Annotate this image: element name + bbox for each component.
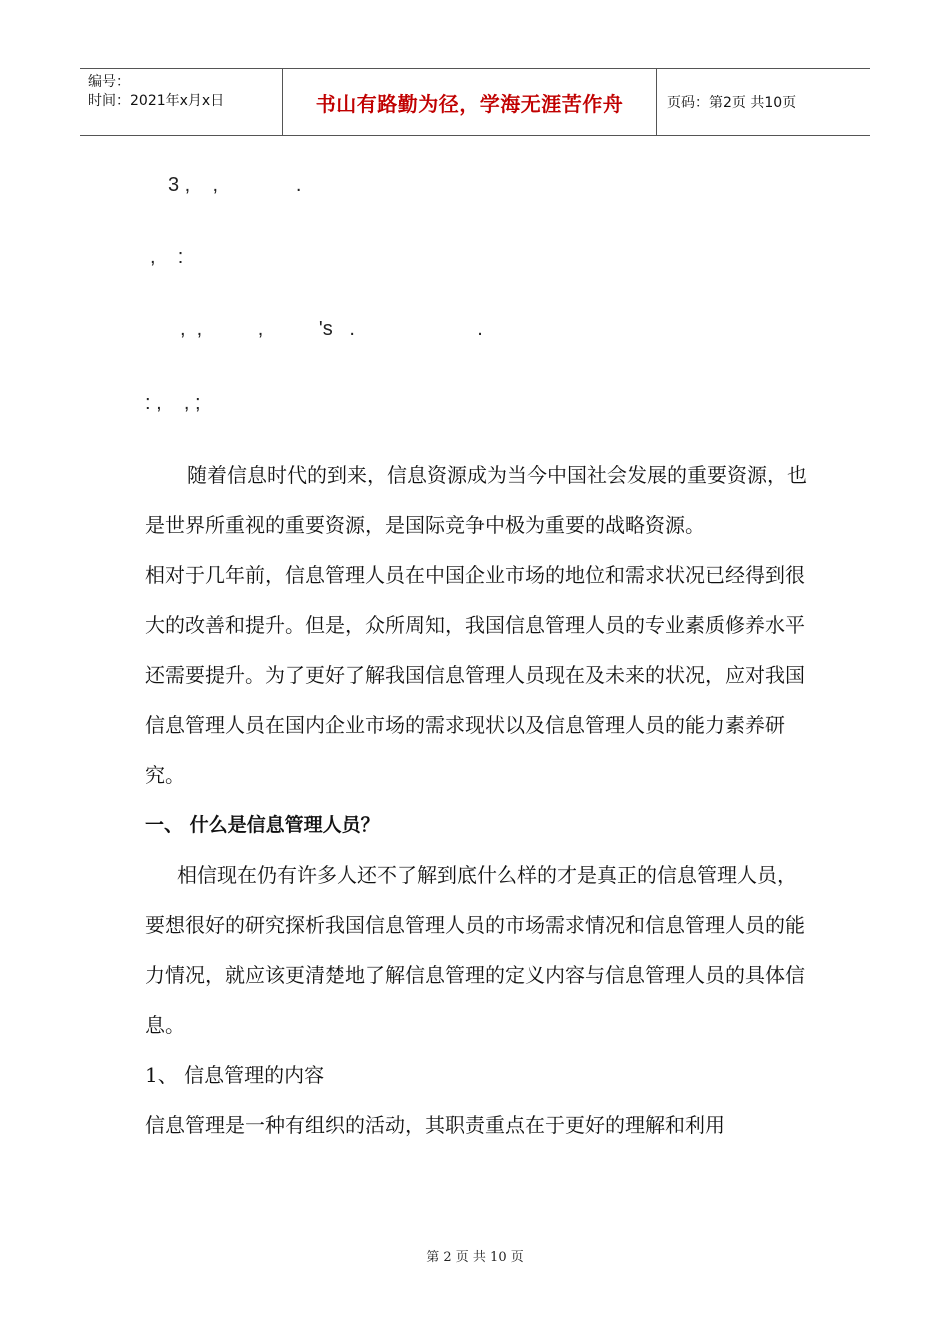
- serial-number-label: 编号：: [88, 74, 130, 90]
- time-label: 时间：2021年x月x日: [88, 93, 225, 109]
- paragraph-definition: 相信现在仍有许多人还不了解到底什么样的才是真正的信息管理人员，要想很好的研究探析我国信息管理人员的市场需求情况和信息管理人员的能力情况，就应该更清楚地了解信息管理的定义内容与信息管理人员的具体信息。: [145, 863, 805, 1037]
- paragraph-status: 相对于几年前，信息管理人员在中国企业市场的地位和需求状况已经得到很大的改善和提升。但是，众所周知，我国信息管理人员的专业素质修养水平还需要提升。为了更好了解我国信息管理人员现在及未来的状况，应对我国信息管理人员在国内企业市场的需求现状以及信息管理人员的能力素养研究。: [145, 563, 805, 787]
- section-heading-1: 一、 什么是信息管理人员？: [145, 814, 380, 836]
- paragraph-content: 信息管理是一种有组织的活动，其职责重点在于更好的理解和利用: [145, 1113, 725, 1137]
- text-fragment-4: : , , ;: [145, 392, 201, 414]
- subsection-heading-1: 1、 信息管理的内容: [145, 1063, 325, 1087]
- text-fragment-1: 3 , , .: [168, 174, 302, 196]
- text-fragment-2: , :: [150, 246, 184, 268]
- document-body: [145, 450, 815, 1150]
- header-motto-cell: [282, 69, 657, 135]
- paragraph-intro: 随着信息时代的到来，信息资源成为当今中国社会发展的重要资源，也是世界所重视的重要资源，是国际竞争中极为重要的战略资源。: [145, 463, 807, 537]
- page-footer: 第 2 页 共 10 页: [426, 1250, 524, 1265]
- header-page-cell: [657, 69, 870, 135]
- document-header: [80, 68, 870, 136]
- motto-text: 书山有路勤为径，学海无涯苦作舟: [315, 91, 624, 116]
- page-number-label: 页码：第2页 共10页: [667, 95, 797, 111]
- header-meta: [80, 69, 282, 135]
- text-fragment-3: , , , 's . .: [180, 318, 483, 340]
